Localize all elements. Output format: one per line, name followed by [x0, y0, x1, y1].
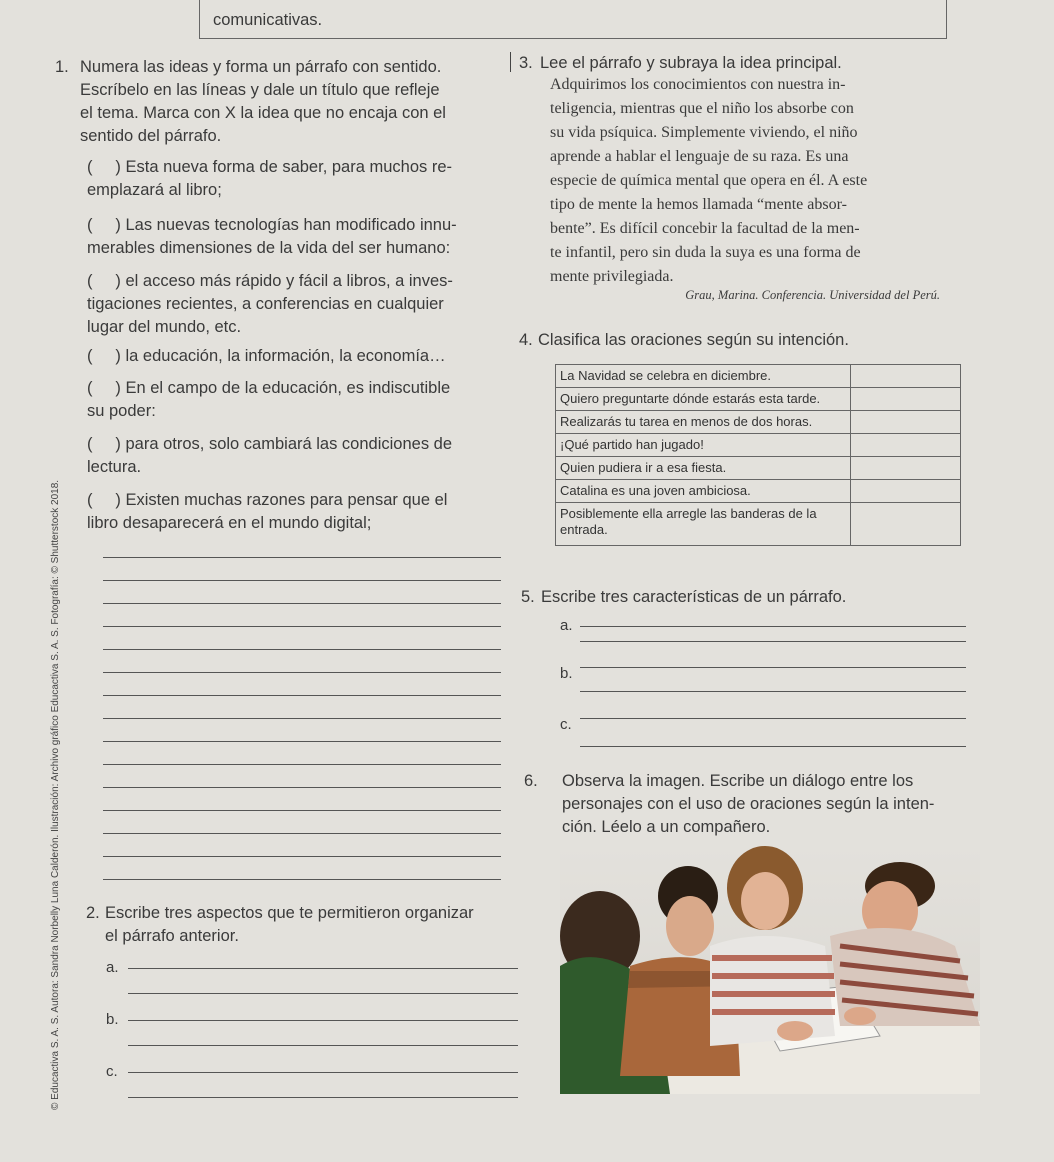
sentence-cell: Quiero preguntarte dónde estarás esta tarde.	[556, 388, 851, 411]
ex5-label-b: b.	[560, 665, 573, 682]
ex2-instr-line: Escribe tres aspectos que te permitieron organizar	[105, 904, 474, 922]
ex1-item-line: lectura.	[87, 458, 142, 476]
answer-cell[interactable]	[851, 434, 961, 457]
ex3-number: 3.	[519, 54, 533, 72]
sentence-cell: Catalina es una joven ambiciosa.	[556, 480, 851, 503]
ex1-writing-line[interactable]	[103, 649, 501, 650]
ex1-item-line: libro desaparecerá en el mundo digital;	[87, 514, 372, 532]
table-row	[556, 503, 961, 546]
ex1-writing-line[interactable]	[103, 626, 501, 627]
table-row	[556, 434, 961, 457]
ex1-item-line: ( ) la educación, la información, la economía…	[87, 347, 446, 365]
ex1-item-line: ( ) Esta nueva forma de saber, para muchos re-	[87, 158, 452, 176]
sentence-cell: Realizarás tu tarea en menos de dos horas.	[556, 411, 851, 434]
ex2-writing-line[interactable]	[128, 993, 518, 994]
ex1-instr-line: sentido del párrafo.	[80, 127, 222, 145]
answer-cell[interactable]	[851, 365, 961, 388]
ex1-item	[87, 270, 453, 339]
answer-cell[interactable]	[851, 503, 961, 546]
ex3-paragraph-line: teligencia, mientras que el niño los absorbe con	[550, 100, 854, 117]
ex6-instr-line: ción. Léelo a un compañero.	[562, 818, 771, 836]
image-credit: © Educactiva S. A. S. Autora: Sandra Norbelly Luna Calderón. Ilustración: Archivo gráfico Educactiva S. A. S. Fotografía: © Shutterstock 2018.	[50, 479, 61, 1110]
ex1-item	[87, 377, 450, 423]
ex2-writing-line[interactable]	[128, 1097, 518, 1098]
ex3-paragraph-line: Adquirimos los conocimientos con nuestra in-	[550, 76, 846, 93]
ex1-writing-line[interactable]	[103, 557, 501, 558]
ex6-instr-line: personajes con el uso de oraciones según la inten-	[562, 795, 935, 813]
column-divider	[510, 52, 511, 72]
ex4-table	[555, 364, 961, 546]
table-row	[556, 365, 961, 388]
ex5-writing-line[interactable]	[580, 667, 966, 668]
ex4-instructions: Clasifica las oraciones según su intención.	[538, 331, 849, 349]
ex1-instructions	[80, 56, 446, 148]
ex1-writing-line[interactable]	[103, 810, 501, 811]
ex1-number: 1.	[55, 58, 69, 76]
ex3-source: Grau, Marina. Conferencia. Universidad del Perú.	[685, 288, 940, 302]
ex1-item-line: merables dimensiones de la vida del ser humano:	[87, 239, 451, 257]
ex1-item	[87, 156, 452, 202]
sentence-cell	[556, 503, 851, 546]
ex3-paragraph-line: bente”. Es difícil concebir la facultad de la men-	[550, 220, 860, 237]
ex1-instr-line: Escríbelo en las líneas y dale un título que refleje	[80, 81, 440, 99]
ex5-label-a: a.	[560, 617, 573, 634]
ex1-instr-line: el tema. Marca con X la idea que no encaja con el	[80, 104, 446, 122]
ex3-instructions: Lee el párrafo y subraya la idea principal.	[540, 54, 842, 72]
ex1-writing-line[interactable]	[103, 764, 501, 765]
ex1-writing-line[interactable]	[103, 718, 501, 719]
ex1-instr-line: Numera las ideas y forma un párrafo con sentido.	[80, 58, 442, 76]
ex1-item	[87, 489, 447, 535]
sentence-cell: ¡Qué partido han jugado!	[556, 434, 851, 457]
ex1-item-line: ( ) Las nuevas tecnologías han modificado innu-	[87, 216, 457, 234]
ex5-writing-line[interactable]	[580, 718, 966, 719]
ex2-number: 2.	[86, 904, 100, 922]
ex1-writing-line[interactable]	[103, 672, 501, 673]
ex1-item	[87, 214, 457, 260]
ex5-instructions: Escribe tres características de un párrafo.	[541, 588, 847, 606]
ex1-item-line: emplazará al libro;	[87, 181, 222, 199]
ex2-writing-line[interactable]	[128, 1020, 518, 1021]
ex1-item-line: ( ) Existen muchas razones para pensar que el	[87, 491, 448, 509]
ex6-instr-line: Observa la imagen. Escribe un diálogo entre los	[562, 772, 914, 790]
ex1-writing-line[interactable]	[103, 833, 501, 834]
ex6-instructions	[562, 770, 967, 839]
ex1-item-line: tigaciones recientes, a conferencias en cualquier	[87, 295, 444, 313]
ex1-writing-line[interactable]	[103, 580, 501, 581]
answer-cell[interactable]	[851, 457, 961, 480]
ex1-writing-line[interactable]	[103, 603, 501, 604]
ex5-writing-line[interactable]	[580, 626, 966, 627]
table-row	[556, 388, 961, 411]
ex2-writing-line[interactable]	[128, 1072, 518, 1073]
ex2-writing-line[interactable]	[128, 968, 518, 969]
ex1-item	[87, 345, 446, 368]
ex5-writing-line[interactable]	[580, 641, 966, 642]
ex2-writing-line[interactable]	[128, 1045, 518, 1046]
ex3-paragraph-line: especie de química mental que opera en él. A este	[550, 172, 868, 189]
answer-cell[interactable]	[851, 411, 961, 434]
ex3-paragraph-line: su vida psíquica. Simplemente viviendo, el niño	[550, 124, 858, 141]
ex5-writing-line[interactable]	[580, 691, 966, 692]
sentence-line: Posiblemente ella arregle las banderas de la	[560, 506, 817, 521]
ex2-label-a: a.	[106, 959, 119, 976]
ex3-paragraph-line: aprende a hablar el lenguaje de su raza. Es una	[550, 148, 849, 165]
top-box-bottom-line	[199, 15, 945, 16]
top-word: comunicativas.	[213, 11, 323, 29]
ex1-item	[87, 433, 452, 479]
answer-cell[interactable]	[851, 480, 961, 503]
table-row	[556, 411, 961, 434]
ex2-instructions	[105, 902, 474, 948]
ex1-writing-line[interactable]	[103, 879, 501, 880]
ex6-number: 6.	[524, 772, 538, 790]
ex5-writing-line[interactable]	[580, 746, 966, 747]
ex2-label-c: c.	[106, 1063, 118, 1080]
sentence-cell: La Navidad se celebra en diciembre.	[556, 365, 851, 388]
ex3-paragraph-line: mente privilegiada.	[550, 268, 674, 285]
ex5-number: 5.	[521, 588, 535, 606]
ex1-item-line: ( ) para otros, solo cambiará las condiciones de	[87, 435, 453, 453]
ex1-writing-line[interactable]	[103, 856, 501, 857]
ex3-paragraph-line: te infantil, pero sin duda la suya es una forma de	[550, 244, 861, 261]
ex5-label-c: c.	[560, 716, 572, 733]
ex1-writing-line[interactable]	[103, 787, 501, 788]
table-row	[556, 457, 961, 480]
ex1-writing-line[interactable]	[103, 695, 501, 696]
sentence-line: entrada.	[560, 522, 608, 537]
ex3-paragraph-line: tipo de mente la hemos llamada “mente absor-	[550, 196, 847, 213]
ex1-item-line: lugar del mundo, etc.	[87, 318, 242, 336]
ex1-item-line: ( ) el acceso más rápido y fácil a libros, a inves-	[87, 272, 453, 290]
ex1-item-line: su poder:	[87, 402, 156, 420]
ex4-number: 4.	[519, 331, 533, 349]
ex2-instr-line: el párrafo anterior.	[105, 927, 239, 945]
ex2-label-b: b.	[106, 1011, 119, 1028]
ex1-writing-line[interactable]	[103, 741, 501, 742]
table-row	[556, 480, 961, 503]
students-photo	[560, 846, 980, 1094]
ex3-paragraph	[550, 73, 942, 289]
ex1-item-line: ( ) En el campo de la educación, es indiscutible	[87, 379, 451, 397]
sentence-cell: Quien pudiera ir a esa fiesta.	[556, 457, 851, 480]
answer-cell[interactable]	[851, 388, 961, 411]
